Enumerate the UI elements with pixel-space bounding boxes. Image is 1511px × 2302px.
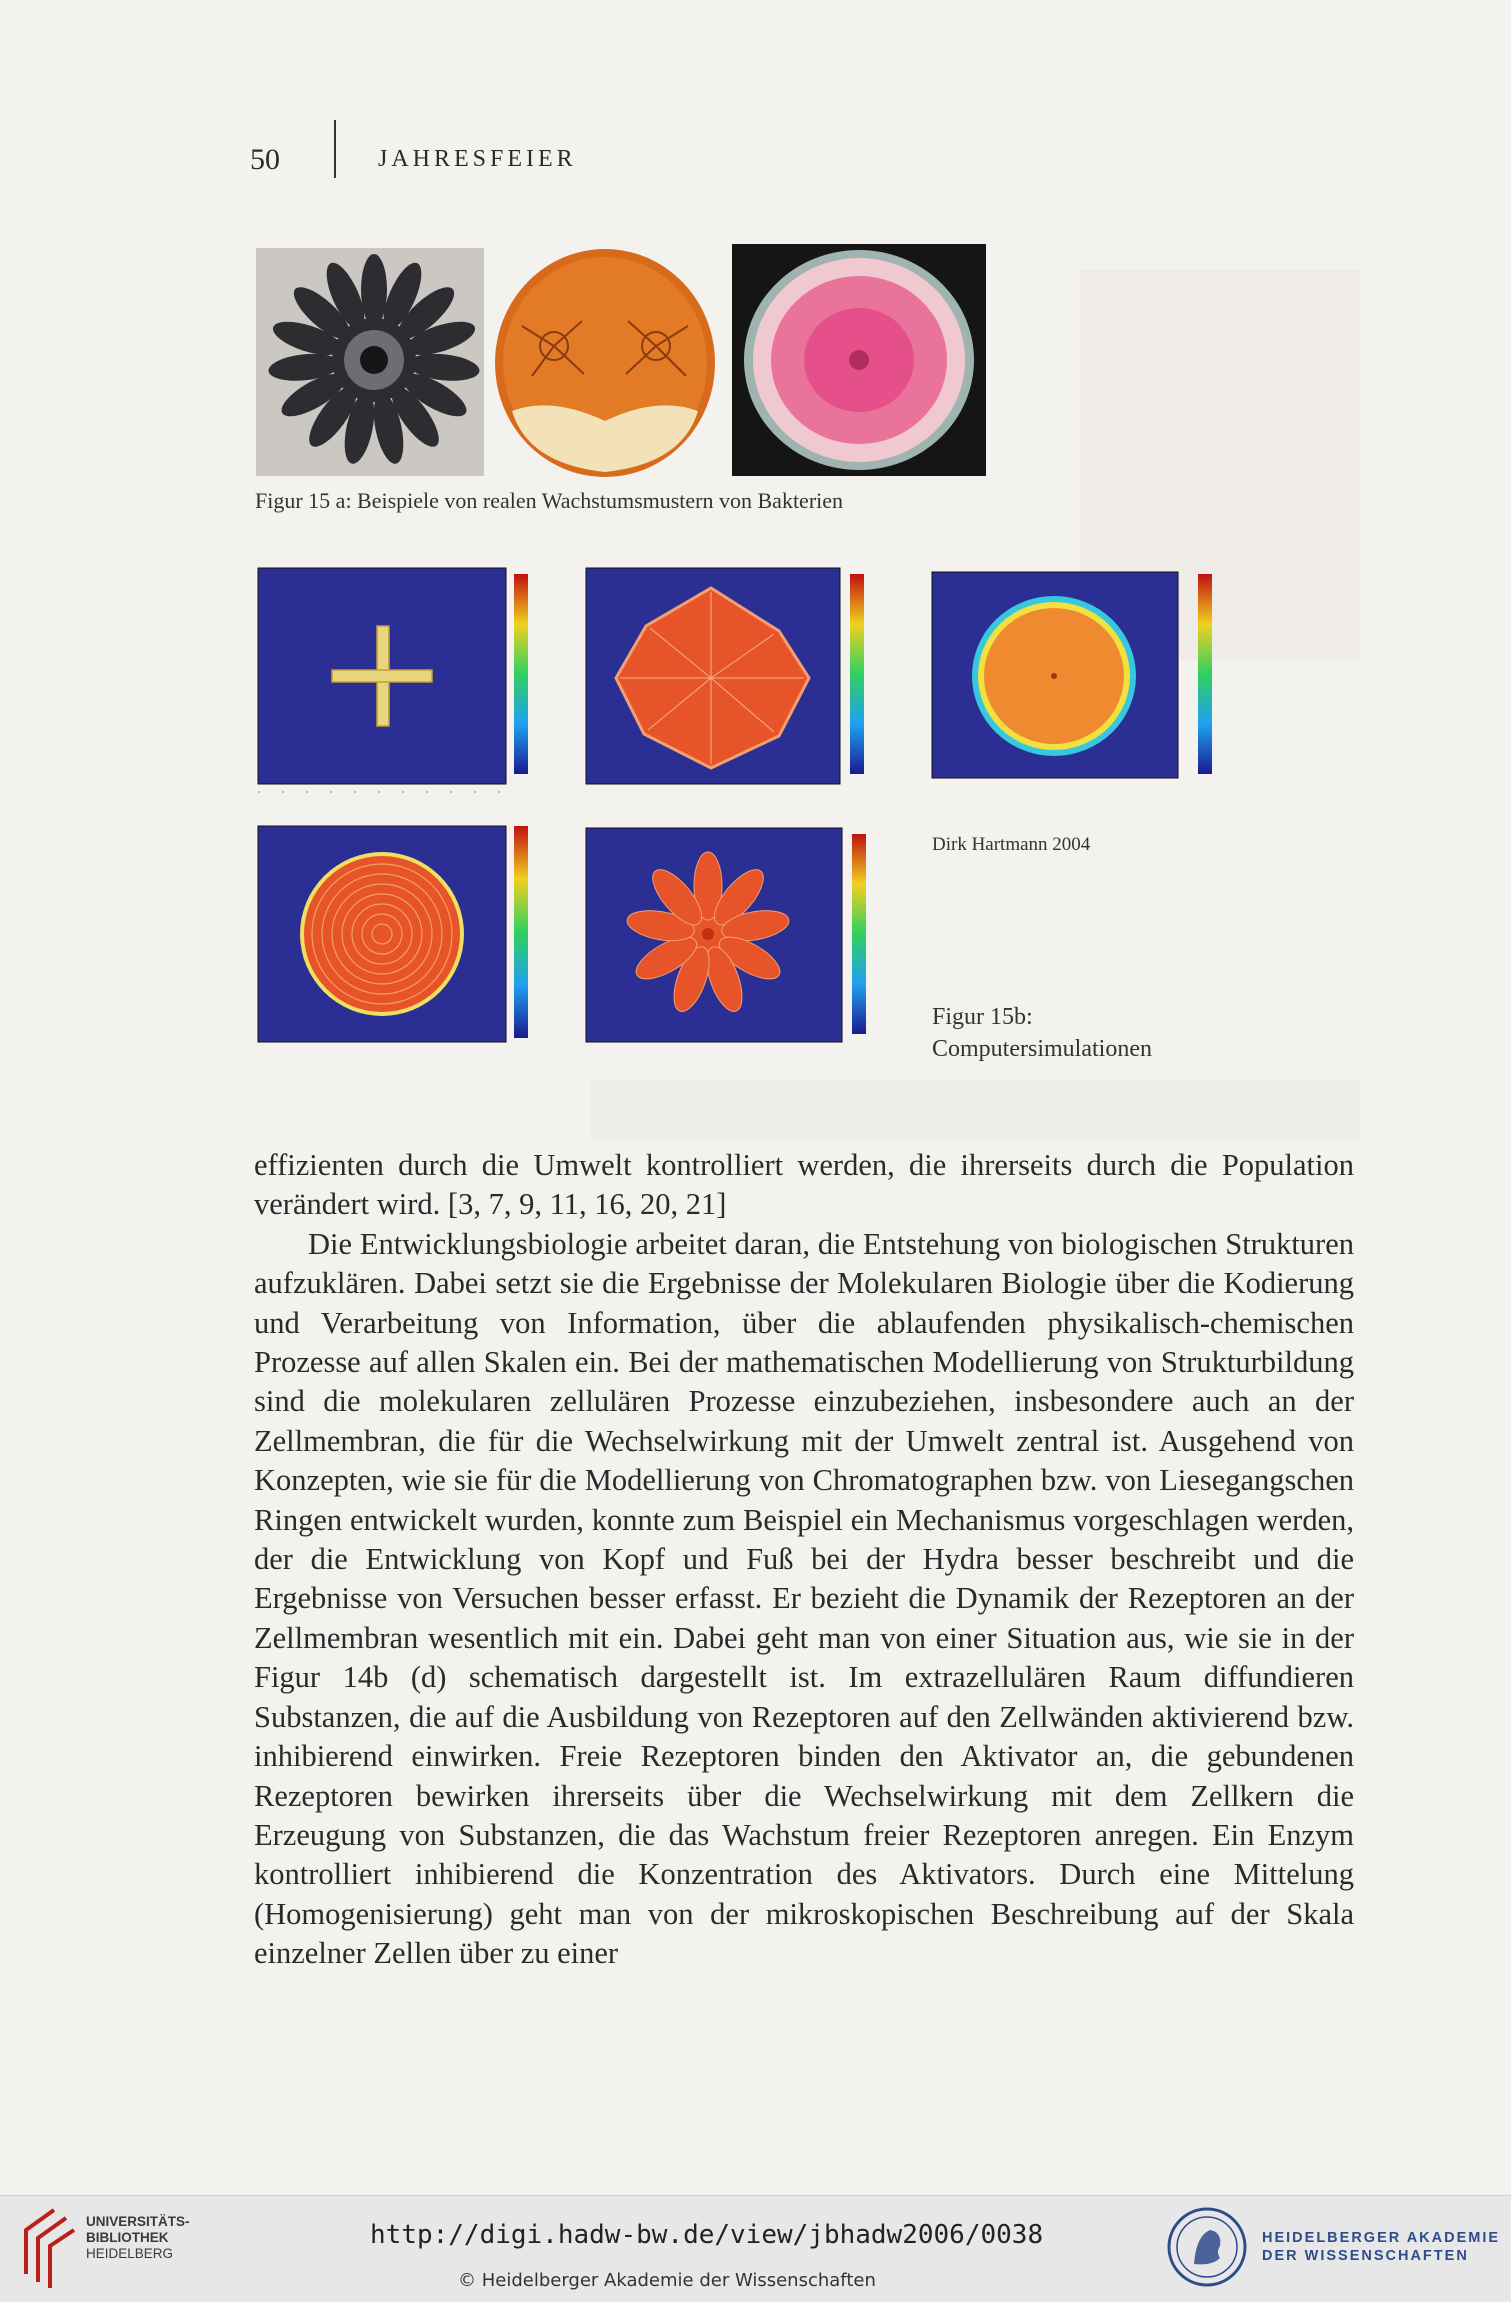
academy-name: HEIDELBERGER AKADEMIE DER WISSENSCHAFTEN xyxy=(1262,2230,1501,2264)
running-head: JAHRESFEIER xyxy=(378,146,577,172)
digital-copy-link[interactable]: http://digi.hadw-bw.de/view/jbhadw2006/0038 xyxy=(370,2220,1044,2250)
footer xyxy=(0,2195,1511,2302)
figure-15a-caption: Figur 15 a: Beispiele von realen Wachstumsmustern von Bakterien xyxy=(255,488,844,513)
bacteria-photo-pink-dish xyxy=(732,244,986,476)
page-header xyxy=(250,144,280,176)
simulation-branching xyxy=(572,822,882,1058)
page-number: 50 xyxy=(250,143,280,176)
university-library-name: UNIVERSITÄTS- BIBLIOTHEK HEIDELBERG xyxy=(86,2214,190,2261)
simulation-concentric-disk xyxy=(240,822,550,1058)
simulation-ring-disk xyxy=(916,566,1226,798)
academy-seal-icon xyxy=(1166,2206,1248,2288)
header-rule xyxy=(334,120,336,178)
figure-15b-caption-line2: Computersimulationen xyxy=(932,1036,1152,1062)
bacteria-photo-dendritic xyxy=(256,248,484,476)
university-library-logo-icon xyxy=(16,2204,78,2290)
simulation-star-disk xyxy=(574,566,884,798)
paragraph-2: Die Entwicklungsbiologie arbeitet daran, die Entstehung von biologischen Strukturen aufzuklären. Dabei setzt sie die Ergebnisse der Molekularen Biologie über die Kodierung und Verarbeitung von Information, über die ablaufenden physikalisch-chemischen Prozesse auf allen Skalen ein. Bei der mathematischen Modellierung von Strukturbildung sind die molekularen zellulären Prozesse einzubeziehen, insbesondere auch an der Zellmembran, die für die Wechselwirkung mit der Umwelt zentral ist. Ausgehend von Konzepten, wie sie für die Modellierung von Chromatographen bzw. von Liesegangschen Ringen entwickelt wurden, konnte zum Beispiel ein Mechanismus vorgeschlagen werden, der die Entwicklung von Kopf und Fuß bei der Hydra besser beschreibt und die Ergebnisse von Versuchen besser erfasst. Er bezieht die Dynamik der Rezeptoren an der Zellmembran wesentlich mit ein. Dabei geht man von einer Situation aus, wie sie in der Figur 14b (d) schematisch dargestellt ist. Im extrazellulären Raum diffundieren Substanzen, die auf die Ausbildung von Rezeptoren auf den Zellwänden aktivierend bzw. inhibierend einwirken. Freie Rezeptoren binden den Aktivator an, die gebundenen Rezeptoren bewirken ihrerseits über die Wechselwirkung mit dem Zellkern die Erzeugung von Substanzen, die das Wachstum freier Rezeptoren anregen. Ein Enzym kontrolliert inhibierend die Konzentration des Aktivators. Durch eine Mittelung (Homogenisierung) geht man von der mikroskopischen Beschreibung auf der Skala einzelner Zellen über zu einer xyxy=(254,1226,1354,1971)
bacteria-photo-orange-dish xyxy=(492,246,718,480)
copyright-notice: © Heidelberger Akademie der Wissenschaften xyxy=(458,2270,876,2291)
body-text xyxy=(254,1146,1354,1974)
simulation-cross xyxy=(240,566,550,798)
figure-15b-caption-line1: Figur 15b: xyxy=(932,1004,1033,1030)
paragraph-1: effizienten durch die Umwelt kontrolliert werden, die ihrerseits durch die Population verändert wird. [3, 7, 9, 11, 16, 20, 21] xyxy=(254,1148,1354,1222)
figure-15b-credit: Dirk Hartmann 2004 xyxy=(932,834,1091,855)
bleed-through-shade xyxy=(590,1080,1360,1140)
